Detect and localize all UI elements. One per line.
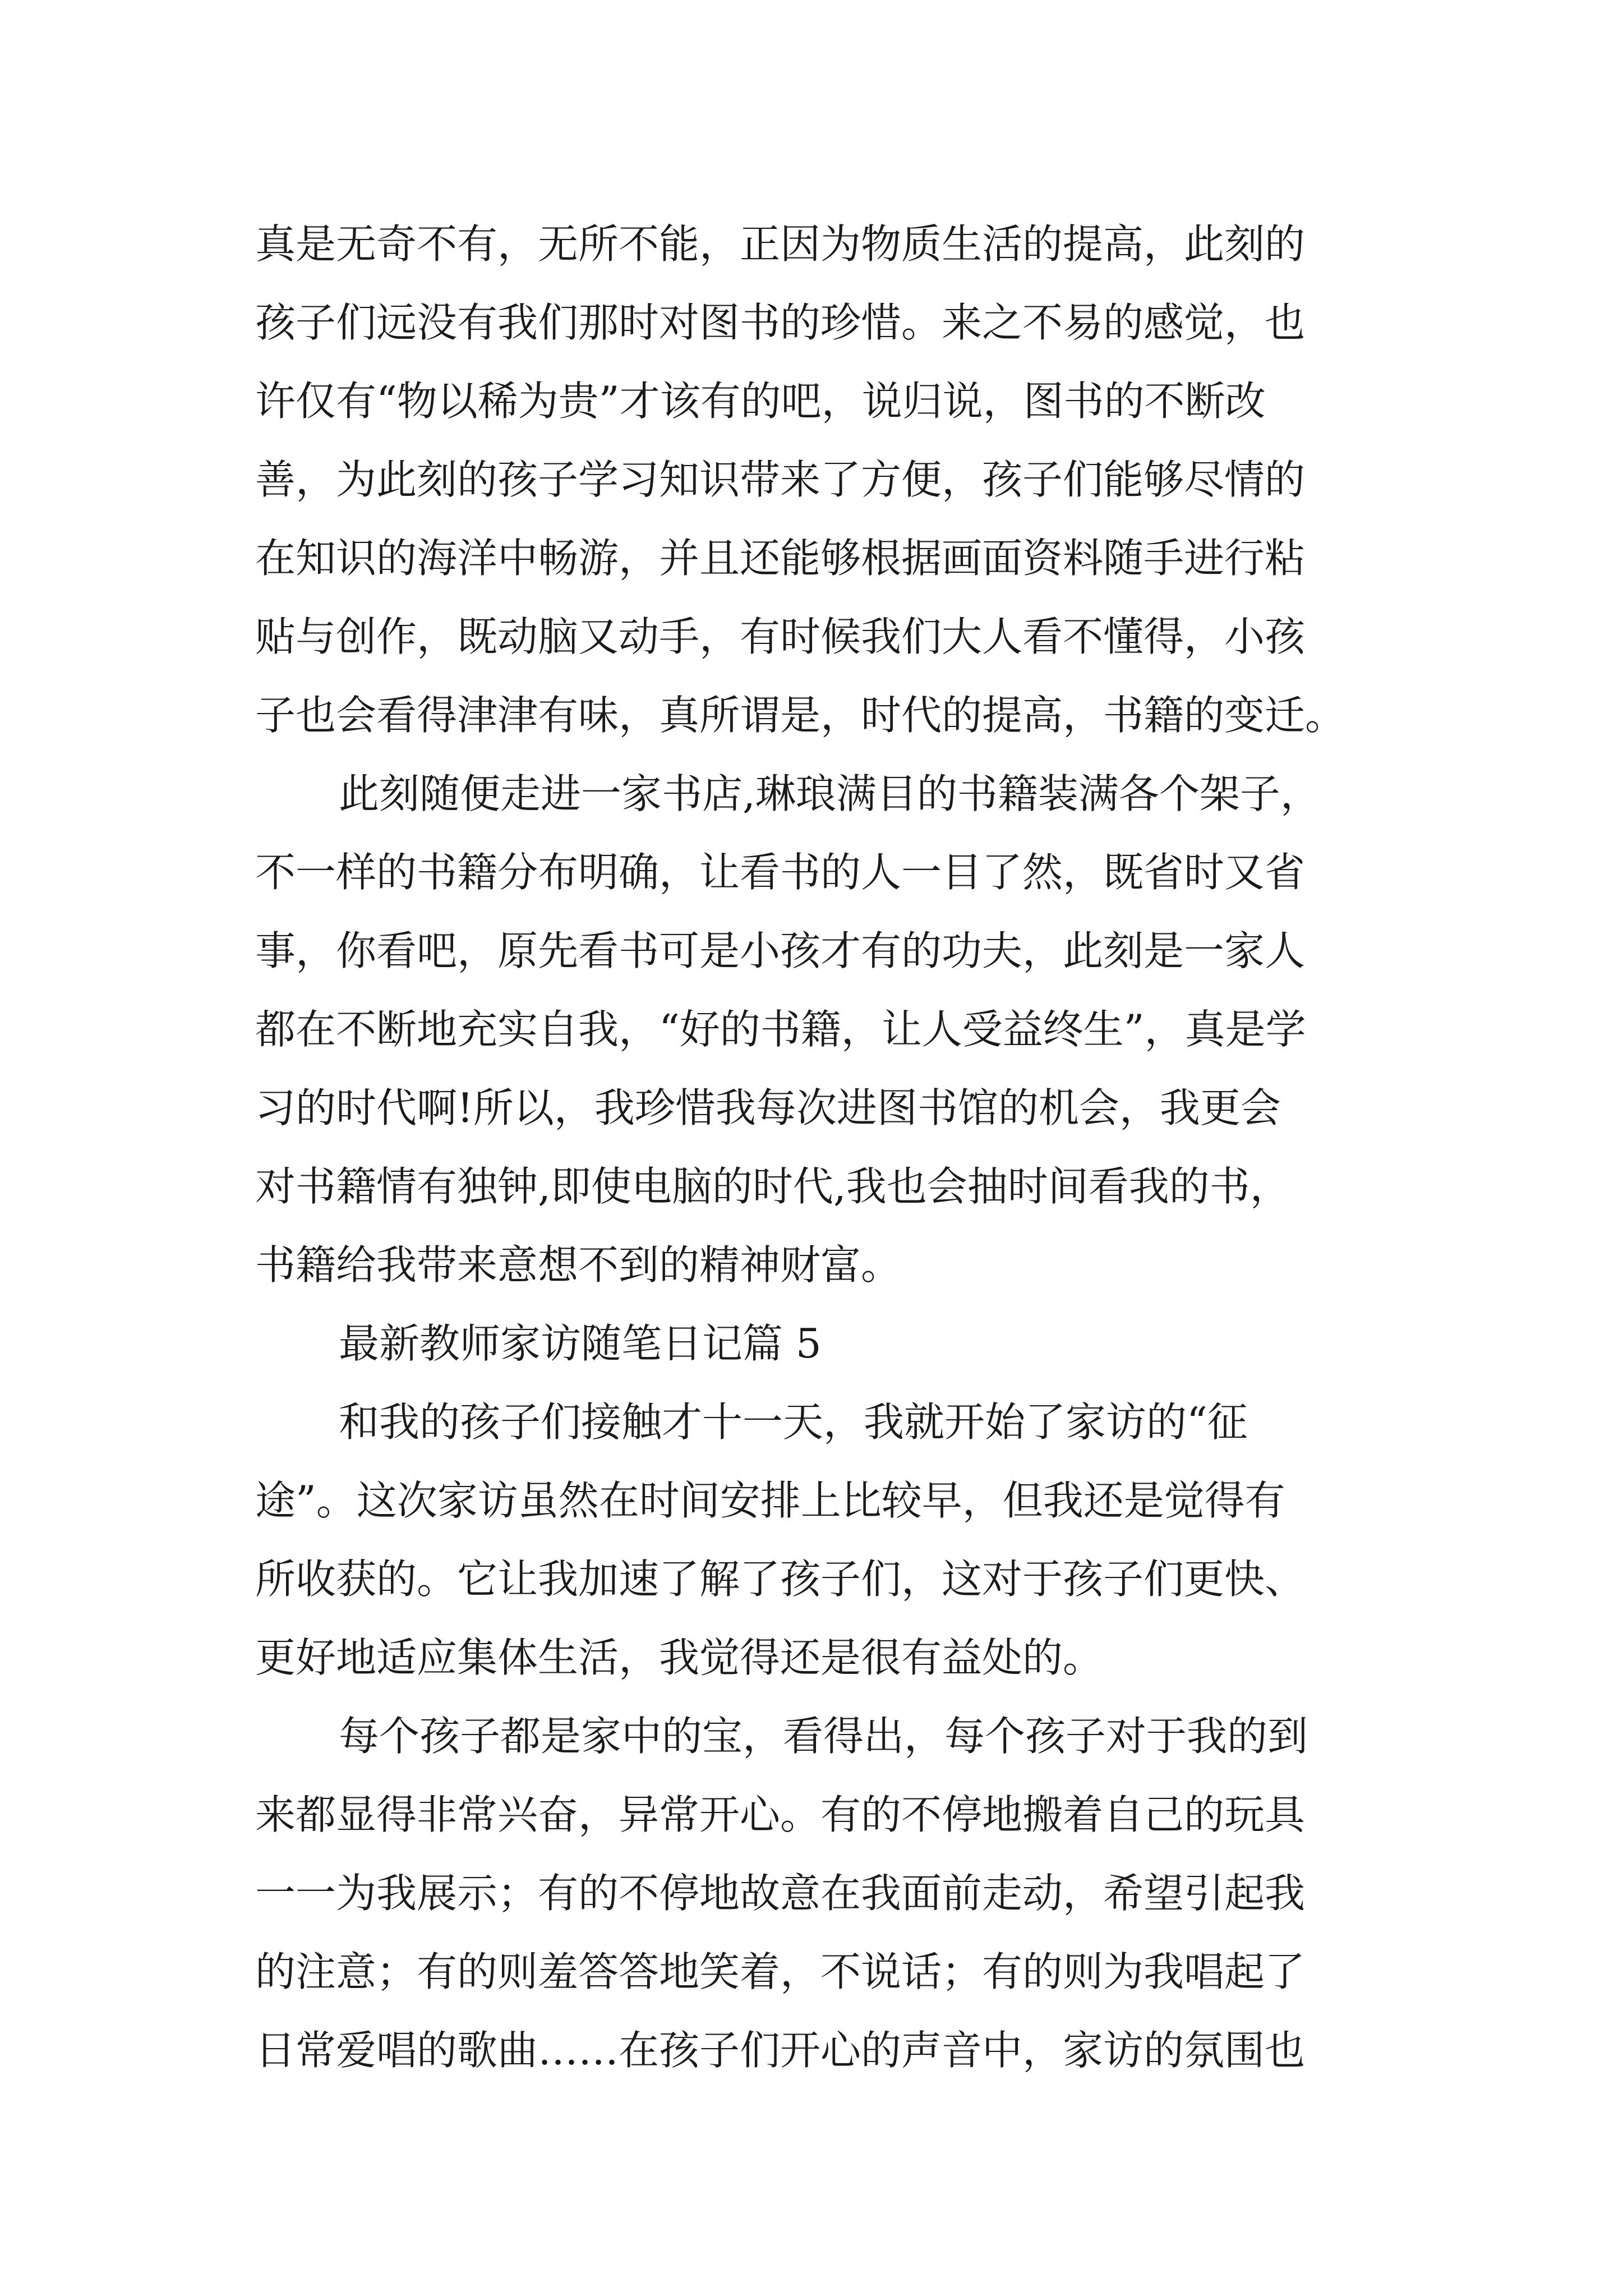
text-line: 一一为我展示；有的不停地故意在我面前走动，希望引起我 [255, 1870, 1306, 1917]
text-line: 都在不断地充实自我，“好的书籍，让人受益终生”，真是学 [255, 1006, 1306, 1053]
text-line: 贴与创作，既动脑又动手，有时候我们大人看不懂得，小孩 [255, 613, 1306, 660]
text-line: 途”。这次家访虽然在时间安排上比较早，但我还是觉得有 [255, 1477, 1285, 1524]
text-line: 孩子们远没有我们那时对图书的珍惜。来之不易的感觉，也 [255, 299, 1306, 346]
text-line: 习的时代啊!所以，我珍惜我每次进图书馆的机会，我更会 [255, 1084, 1281, 1131]
text-line: 所收获的。它让我加速了解了孩子们，这对于孩子们更快、 [255, 1556, 1306, 1603]
paragraph-first-line: 每个孩子都是家中的宝，看得出，每个孩子对于我的到 [339, 1713, 1308, 1760]
text-line: 来都显得非常兴奋，异常开心。有的不停地搬着自己的玩具 [255, 1791, 1306, 1838]
text-line: 对书籍情有独钟,即使电脑的时代,我也会抽时间看我的书， [255, 1163, 1290, 1210]
section-heading: 最新教师家访随笔日记篇 5 [339, 1320, 822, 1367]
text-line: 善，为此刻的孩子学习知识带来了方便，孩子们能够尽情的 [255, 456, 1306, 503]
text-line: 不一样的书籍分布明确，让看书的人一目了然，既省时又省 [255, 849, 1306, 896]
text-line: 的注意；有的则羞答答地笑着，不说话；有的则为我唱起了 [255, 1948, 1306, 1995]
text-line: 事，你看吧，原先看书可是小孩才有的功夫，此刻是一家人 [255, 927, 1306, 974]
text-line: 在知识的海洋中畅游，并且还能够根据画面资料随手进行粘 [255, 535, 1306, 582]
text-line: 子也会看得津津有味，真所谓是，时代的提高，书籍的变迁。 [255, 692, 1346, 739]
text-line: 书籍给我带来意想不到的精神财富。 [255, 1241, 902, 1289]
paragraph-first-line: 和我的孩子们接触才十一天，我就开始了家访的“征 [339, 1398, 1248, 1446]
text-line: 更好地适应集体生活，我觉得还是很有益处的。 [255, 1634, 1104, 1681]
paragraph-first-line: 此刻随便走进一家书店,琳琅满目的书籍装满各个架子， [339, 770, 1321, 817]
text-line: 日常爱唱的歌曲……在孩子们开心的声音中，家访的氛围也 [255, 2027, 1306, 2074]
text-line: 真是无奇不有，无所不能，正因为物质生活的提高，此刻的 [255, 220, 1306, 268]
text-line: 许仅有“物以稀为贵”才该有的吧，说归说，图书的不断改 [255, 378, 1266, 425]
